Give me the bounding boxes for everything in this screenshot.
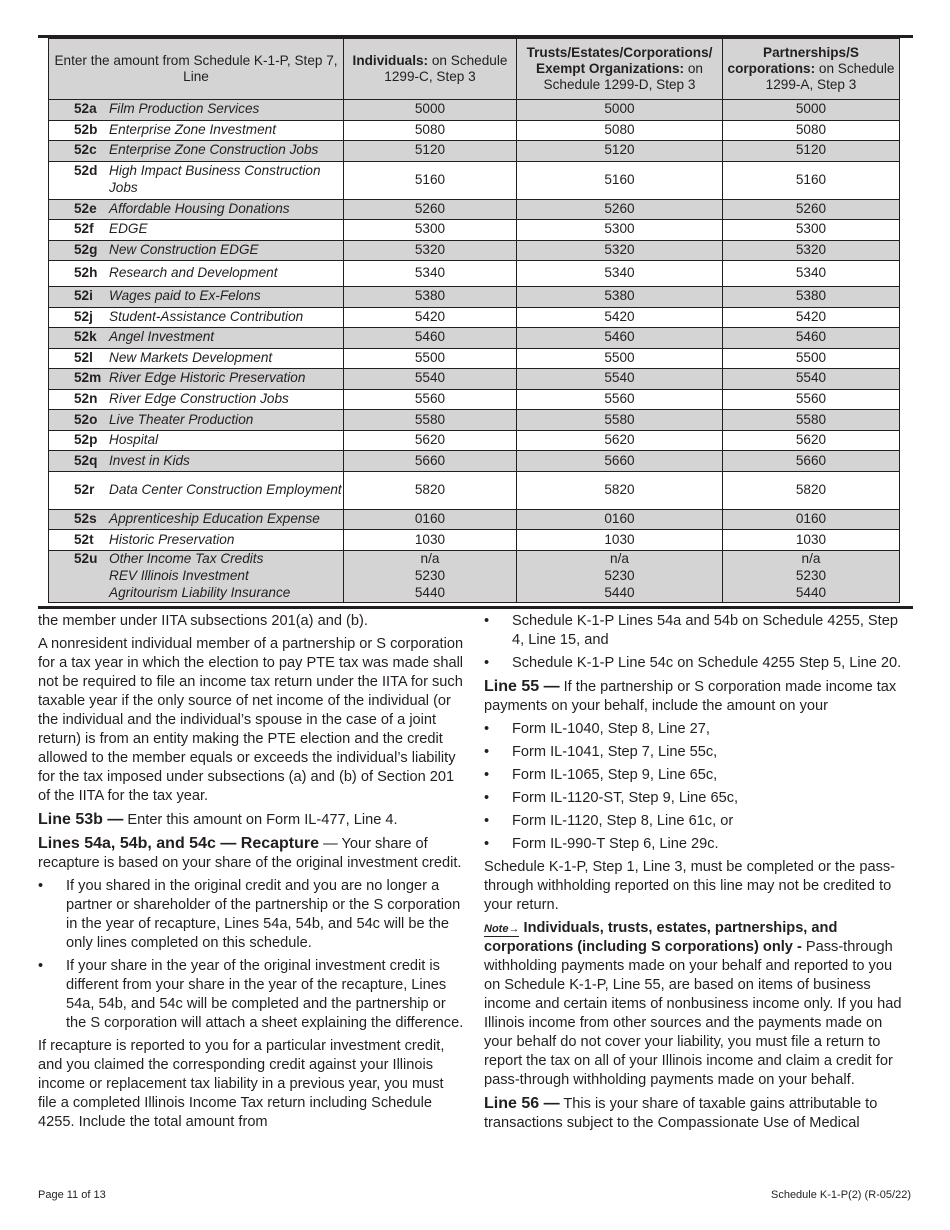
line-description: REV Illinois Investment [109,567,249,583]
code-part: 5820 [723,471,900,509]
line-56-paragraph: Line 56 — This is your share of taxable gains attributable to transactions subject to the Compassionate Use of Medical [484,1095,878,1131]
code-part: 5300 [723,220,900,241]
line-53b-paragraph: Line 53b — Enter this amount on Form IL-477, Line 4. [38,811,398,828]
line-number: 52t [74,531,94,547]
code-trust: 5000 [517,100,723,121]
list-item: • If you shared in the original credit and you are no longer a partner or shareholder of the partnership or the S corporation in the year of recapture, Lines 54a, 54b, and 54c will be the only lines completed on this schedule. [38,877,466,953]
line-number: 52e [74,200,97,216]
code-part: 5460 [723,328,900,349]
code-part: 1030 [723,530,900,551]
row-label [49,161,344,199]
list-item: • Schedule K-1-P Lines 54a and 54b on Schedule 4255, Step 4, Line 15, and [484,612,912,650]
code-trust: 5500 [517,348,723,369]
row-label [49,451,344,472]
line-54-paragraph: Lines 54a, 54b, and 54c — Recapture — Your share of recapture is based on your share of the original investment credit. [38,835,462,871]
table-row [49,530,900,551]
table-row [49,307,900,328]
table-row [49,430,900,451]
table-row [49,240,900,261]
code-trust: 5420 [517,307,723,328]
table-row [49,141,900,162]
line-description: Film Production Services [109,101,260,117]
code-part: 5320 [723,240,900,261]
code-ind: 5620 [344,430,517,451]
code-ind: 5660 [344,451,517,472]
note-paragraph: Note→ Individuals, trusts, estates, partnerships, and corporations (including S corporations) only - Pass-through withholding payments made on your behalf and reported to you on Schedule K-1-P, Line 55, are based on items of business income and certain items of nonbusiness income only. If you had Illinois income from other sources and the payments made on your behalf do not cover your liability, you must file a return to report the tax on all of your Illinois income and claim a credit for pass-through withholding payments made on your behalf. [484,920,902,1088]
continued-paragraph: the member under IITA subsections 201(a) and (b). [38,613,368,629]
row-label [49,389,344,410]
table-row [49,261,900,287]
table-row [49,100,900,121]
line-55-paragraph: Line 55 — If the partnership or S corporation made income tax payments on your behalf, include the amount on your [484,678,897,714]
line-number: 52c [74,142,97,158]
header-trusts: Trusts/Estates/Corporations/ Exempt Organizations: on Schedule 1299-D, Step 3 [517,39,723,100]
table-row [49,410,900,431]
left-column [38,612,466,1136]
code-ind: 5540 [344,369,517,390]
row-label [49,430,344,451]
code-part: 0160 [723,509,900,530]
code-trust: 1030 [517,530,723,551]
line-description: Wages paid to Ex-Felons [109,288,261,304]
line-55-heading: Line 55 — [484,678,560,695]
code-part: 5380 [723,287,900,308]
code-trust: 5580 [517,410,723,431]
header-individuals: Individuals: on Schedule 1299-C, Step 3 [344,39,517,100]
code-part: 5500 [723,348,900,369]
table-row [49,328,900,349]
line-number: 52n [74,390,98,406]
line-number: 52b [74,121,98,137]
code-part: 5540 [723,369,900,390]
table-row [49,369,900,390]
row-label [49,348,344,369]
code-cell: n/a 5230 5440 [517,550,723,602]
line-number: 52d [74,163,98,179]
line-number: 52l [74,349,93,365]
line-number: 52f [74,221,94,237]
line-description: High Impact Business Construction Jobs [109,163,321,196]
line-description: River Edge Historic Preservation [109,370,306,386]
list-item: • Form IL-1120, Step 8, Line 61c, or [484,812,912,831]
line-description: EDGE [109,221,148,237]
row-label [49,509,344,530]
code-ind: 5420 [344,307,517,328]
code-part: 5160 [723,161,900,199]
line-description: Student-Assistance Contribution [109,308,304,324]
row-label [49,141,344,162]
code-part: 5260 [723,199,900,220]
code-ind: 5120 [344,141,517,162]
code-ind: 5820 [344,471,517,509]
table-row [49,199,900,220]
row-label [49,550,344,602]
code-trust: 5540 [517,369,723,390]
code-trust: 5380 [517,287,723,308]
bottom-rule [38,606,913,609]
code-ind: 5560 [344,389,517,410]
code-ind: 5380 [344,287,517,308]
code-trust: 0160 [517,509,723,530]
code-part: 5580 [723,410,900,431]
table-row [49,471,900,509]
line-number: 52o [74,411,98,427]
code-ind: 5340 [344,261,517,287]
code-part: 5080 [723,120,900,141]
line-description: Enterprise Zone Construction Jobs [109,142,319,158]
code-part: 5560 [723,389,900,410]
line-number: 52q [74,452,98,468]
right-column [484,612,912,1137]
table-row [49,348,900,369]
line-description: Affordable Housing Donations [109,200,290,216]
list-item: • Schedule K-1-P Line 54c on Schedule 4255 Step 5, Line 20. [484,654,912,673]
code-trust: 5560 [517,389,723,410]
row-label [49,530,344,551]
row-label [49,261,344,287]
code-ind: 1030 [344,530,517,551]
line-description: Live Theater Production [109,411,254,427]
line-description: Invest in Kids [109,452,190,468]
credit-table [48,38,900,603]
code-trust: 5120 [517,141,723,162]
line-56-heading: Line 56 — [484,1095,560,1112]
recapture-paragraph: If recapture is reported to you for a particular investment credit, and you claimed the corresponding credit against your Illinois income or replacement tax liability in a previous year, you must file a completed Illinois Income Tax return including Schedule 4255. Include the total amount from [38,1038,445,1130]
line-number: 52i [74,288,93,304]
code-trust: 5460 [517,328,723,349]
table-row [49,287,900,308]
line-number: 52p [74,432,98,448]
code-trust: 5820 [517,471,723,509]
line-53b-heading: Line 53b — [38,811,124,828]
code-trust: 5620 [517,430,723,451]
line-number: 52j [74,308,93,324]
line-number: 52m [74,370,102,386]
list-item: • Form IL-1040, Step 8, Line 27, [484,720,912,739]
code-trust: 5300 [517,220,723,241]
row-label [49,369,344,390]
code-ind: 5160 [344,161,517,199]
code-ind: 5580 [344,410,517,431]
line-description: River Edge Construction Jobs [109,390,289,406]
code-cell: n/a 5230 5440 [723,550,900,602]
table-row [49,220,900,241]
code-trust: 5160 [517,161,723,199]
code-part: 5420 [723,307,900,328]
line-number: 52h [74,265,98,281]
header-line: Enter the amount from Schedule K-1-P, Step 7, Line [49,39,344,100]
recapture-bullets [38,877,466,1033]
row-label [49,471,344,509]
code-cell: n/a 5230 5440 [344,550,517,602]
k1-step1-paragraph: Schedule K-1-P, Step 1, Line 3, must be completed or the pass-through withholding reported on this line may not be credited to your return. [484,859,896,913]
line-number: 52s [74,511,97,527]
code-trust: 5260 [517,199,723,220]
row-label [49,240,344,261]
nonresident-paragraph: A nonresident individual member of a partnership or S corporation for a tax year in which the election to pay PTE tax was made shall not be required to file an income tax return under the IITA for such taxable year if the only source of net income of the individual (or the individual and the individual’s spouse in the case of a joint return) is from an entity making the PTE election and the credit allowed to the member equals or exceeds the individual’s liability for the tax imposed under subsections (a) and (b) of Section 201 of the IITA for the tax year. [38,636,464,804]
table-row [49,389,900,410]
line-description: Enterprise Zone Investment [109,121,276,137]
row-label [49,287,344,308]
list-item: • Form IL-1041, Step 7, Line 55c, [484,743,912,762]
table-row [49,550,900,602]
code-trust: 5340 [517,261,723,287]
line-description: Historic Preservation [109,531,235,547]
page-number: Page 11 of 13 [38,1189,106,1201]
table-row [49,120,900,141]
line-description: Other Income Tax Credits [109,550,264,566]
code-ind: 5000 [344,100,517,121]
row-label [49,307,344,328]
forms-bullets [484,720,912,854]
code-trust: 5320 [517,240,723,261]
code-ind: 5300 [344,220,517,241]
table-row [49,509,900,530]
code-part: 5620 [723,430,900,451]
form-id: Schedule K-1-P(2) (R-05/22) [770,1189,911,1201]
line-number: 52a [74,101,97,117]
header-partnerships: Partnerships/S corporations: on Schedule 1299-A, Step 3 [723,39,900,100]
code-part: 5000 [723,100,900,121]
line-description: Hospital [109,432,159,448]
code-ind: 5460 [344,328,517,349]
row-label [49,199,344,220]
code-ind: 5500 [344,348,517,369]
row-label [49,220,344,241]
line-description: New Construction EDGE [109,241,259,257]
line-description: Agritourism Liability Insurance [109,584,291,600]
code-trust: 5660 [517,451,723,472]
list-item: • If your share in the year of the original investment credit is different from your share in the year of the recapture, Lines 54a, 54b, and 54c will be completed and the partnership or the S corporation will attach a sheet explaining the difference. [38,957,466,1033]
list-item: • Form IL-1120-ST, Step 9, Line 65c, [484,789,912,808]
code-ind: 5320 [344,240,517,261]
table-row [49,161,900,199]
code-part: 5120 [723,141,900,162]
line-description: Data Center Construction Employment [109,481,342,497]
table-row [49,451,900,472]
note-icon: Note→ [484,923,520,935]
line-description: Apprenticeship Education Expense [109,511,320,527]
line-number: 52k [74,329,97,345]
line-number: 52g [74,241,98,257]
list-item: • Form IL-990-T Step 6, Line 29c. [484,835,912,854]
line-number: 52u [74,550,98,566]
code-ind: 0160 [344,509,517,530]
line-54-heading: Lines 54a, 54b, and 54c — Recapture [38,835,320,852]
row-label [49,100,344,121]
line-description: New Markets Development [109,349,273,365]
code-part: 5660 [723,451,900,472]
line-description: Research and Development [109,265,278,281]
list-item: • Form IL-1065, Step 9, Line 65c, [484,766,912,785]
schedule-bullets [484,612,912,673]
line-number: 52r [74,481,95,497]
row-label [49,410,344,431]
code-part: 5340 [723,261,900,287]
line-description: Angel Investment [109,329,215,345]
code-trust: 5080 [517,120,723,141]
row-label [49,120,344,141]
code-ind: 5260 [344,199,517,220]
table-header-row [49,39,900,100]
code-ind: 5080 [344,120,517,141]
row-label [49,328,344,349]
